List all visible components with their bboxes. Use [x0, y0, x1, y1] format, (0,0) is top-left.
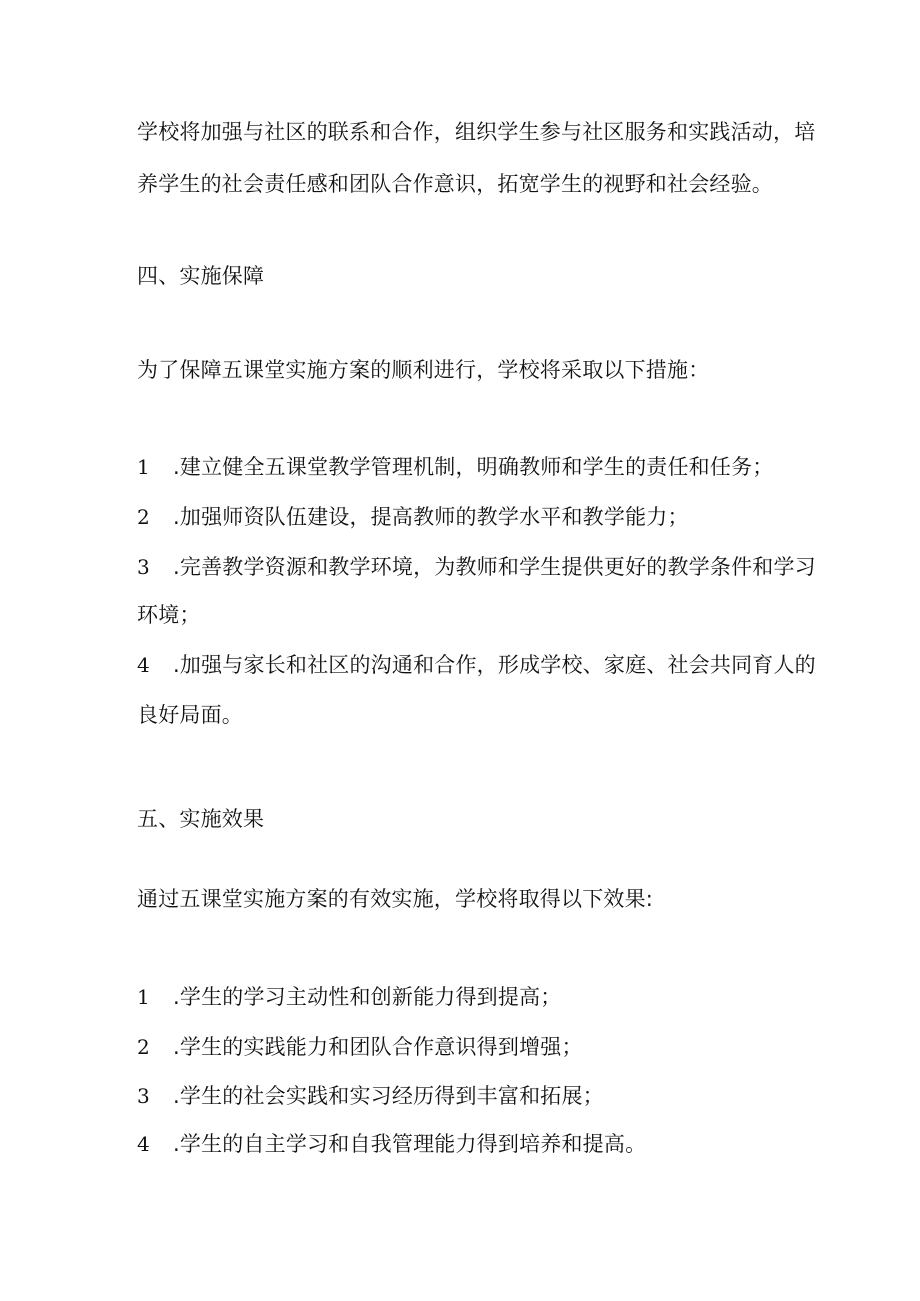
list-item	[137, 651, 816, 679]
list-item	[137, 1130, 797, 1158]
list-item-number: 4	[137, 653, 150, 677]
intro-paragraph-line: 养学生的社会责任感和团队合作意识，拓宽学生的视野和社会经验。	[137, 172, 773, 196]
list-item-text: .学生的自主学习和自我管理能力得到培养和提高。	[173, 1132, 647, 1156]
list-item-number: 1	[137, 985, 150, 1009]
list-item-number: 3	[137, 555, 150, 579]
list-item-text: .学生的实践能力和团队合作意识得到增强；	[173, 1035, 583, 1059]
list-item	[137, 553, 816, 581]
list-item-text: .建立健全五课堂教学管理机制，明确教师和学生的责任和任务；	[173, 455, 774, 479]
list-item-text: .加强与家长和社区的沟通和合作，形成学校、家庭、社会共同育人的	[173, 653, 816, 677]
intro-paragraph-line: 学校将加强与社区的联系和合作，组织学生参与社区服务和实践活动，培	[137, 120, 816, 144]
list-item-text: .加强师资队伍建设，提高教师的教学水平和教学能力；	[173, 505, 689, 529]
list-item-number: 2	[137, 505, 150, 529]
list-item	[137, 1082, 797, 1110]
list-item-number: 1	[137, 455, 150, 479]
section-heading: 四、实施保障	[137, 264, 265, 288]
list-item-number: 4	[137, 1132, 150, 1156]
list-item-text: .学生的社会实践和实习经历得到丰富和拓展；	[173, 1084, 604, 1108]
list-item	[137, 983, 797, 1011]
list-item-continuation: 环境；	[137, 603, 201, 627]
section-lead-paragraph: 通过五课堂实施方案的有效实施，学校将取得以下效果:	[137, 887, 654, 911]
list-item-text: .完善教学资源和教学环境，为教师和学生提供更好的教学条件和学习	[173, 555, 816, 579]
list-item-continuation: 良好局面。	[137, 703, 243, 727]
list-item	[137, 503, 797, 531]
list-item-number: 2	[137, 1035, 150, 1059]
list-item	[137, 1033, 797, 1061]
section-lead-paragraph: 为了保障五课堂实施方案的顺利进行，学校将采取以下措施：	[137, 358, 710, 382]
list-item	[137, 453, 797, 481]
list-item-text: .学生的学习主动性和创新能力得到提高；	[173, 985, 562, 1009]
section-heading: 五、实施效果	[137, 807, 265, 831]
list-item-number: 3	[137, 1084, 150, 1108]
